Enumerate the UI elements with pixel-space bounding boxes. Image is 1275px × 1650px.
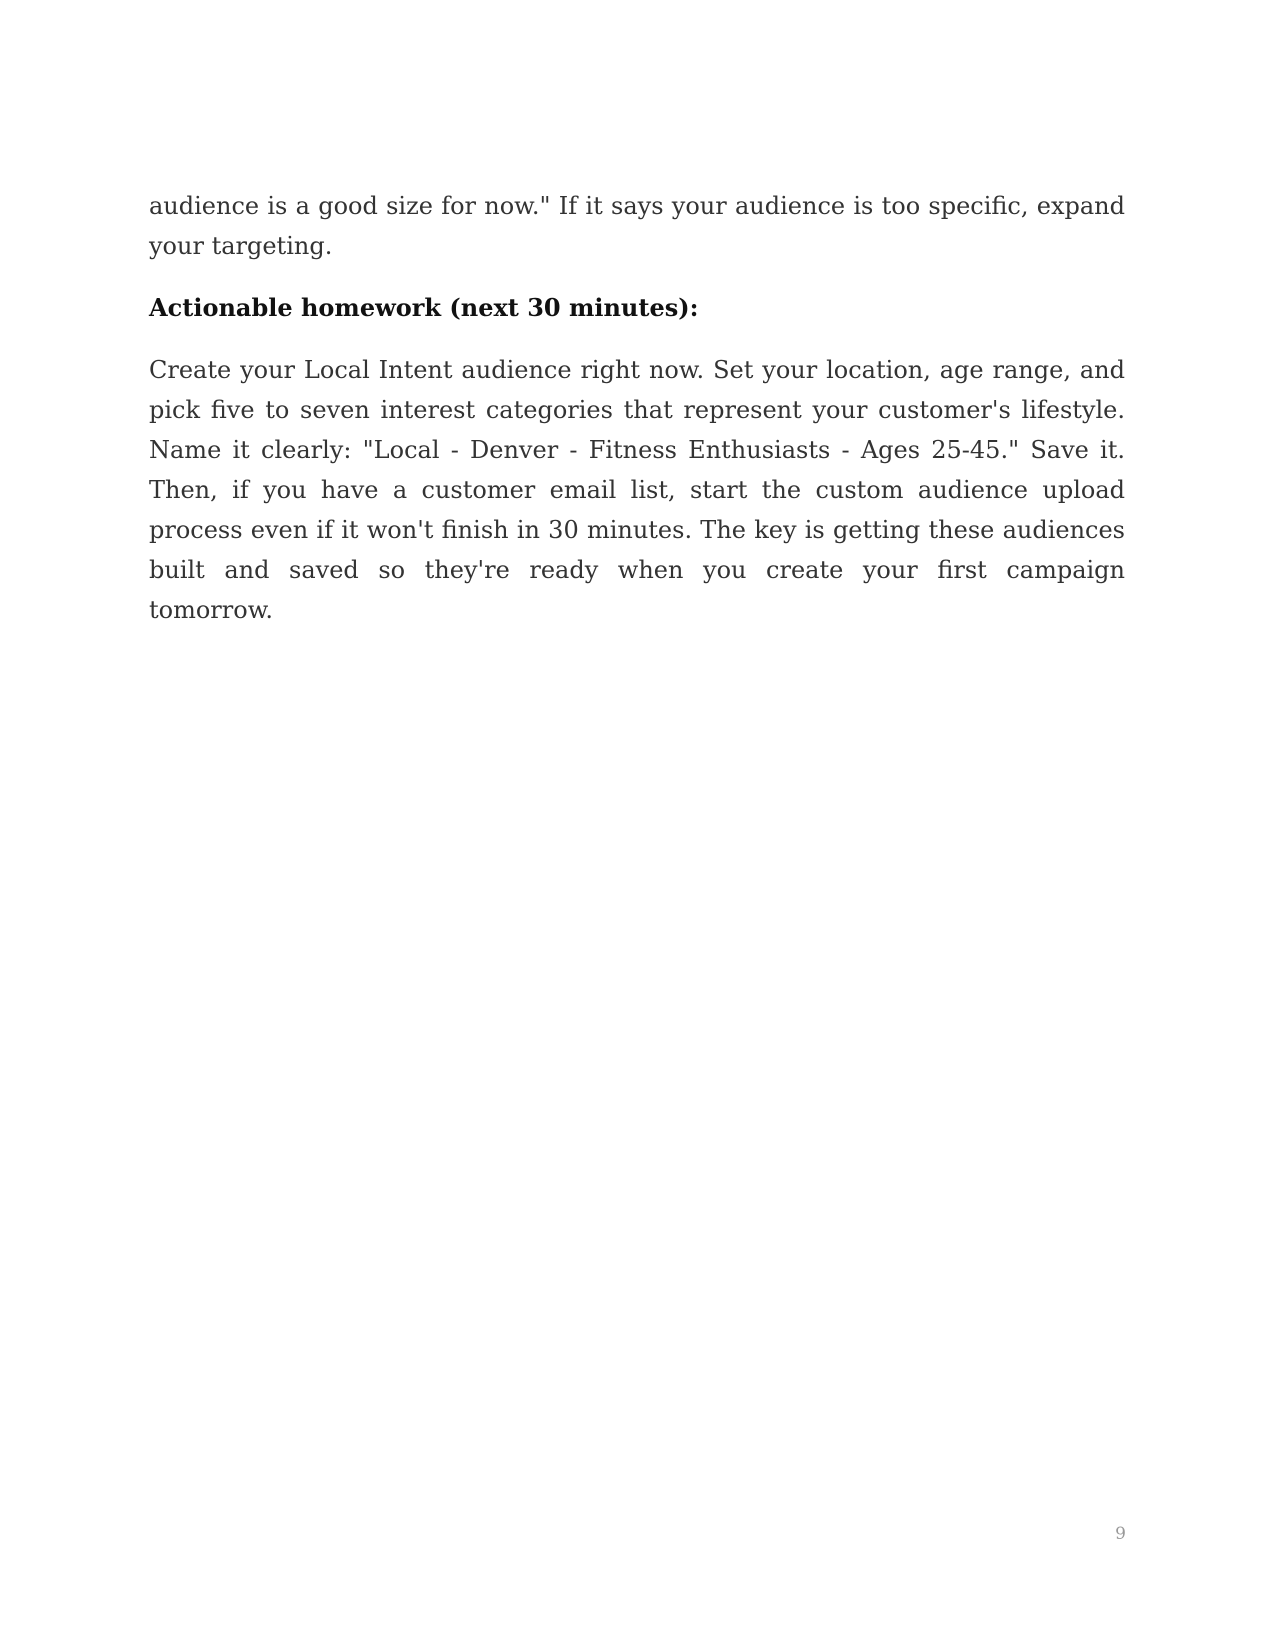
homework-paragraph: Create your Local Intent audience right now. Set your location, age range, and pick five to seven interest categories that represent your customer's lifestyle. Name it clearly: "Local - Denver - Fitness Enthusiasts - Ages 25-45." Save it. Then, if you have a customer email list, start the custom audience upload process even if it won't finish in 30 minutes. The key is getting these audiences built and saved so they're ready when you create your first campaign tomorrow. (149, 356, 1125, 624)
section-heading: Actionable homework (next 30 minutes): (149, 293, 699, 322)
page-content (149, 186, 1125, 630)
continued-paragraph: audience is a good size for now." If it says your audience is too specific, expand your targeting. (149, 192, 1125, 260)
page-number: 9 (1115, 1524, 1126, 1544)
